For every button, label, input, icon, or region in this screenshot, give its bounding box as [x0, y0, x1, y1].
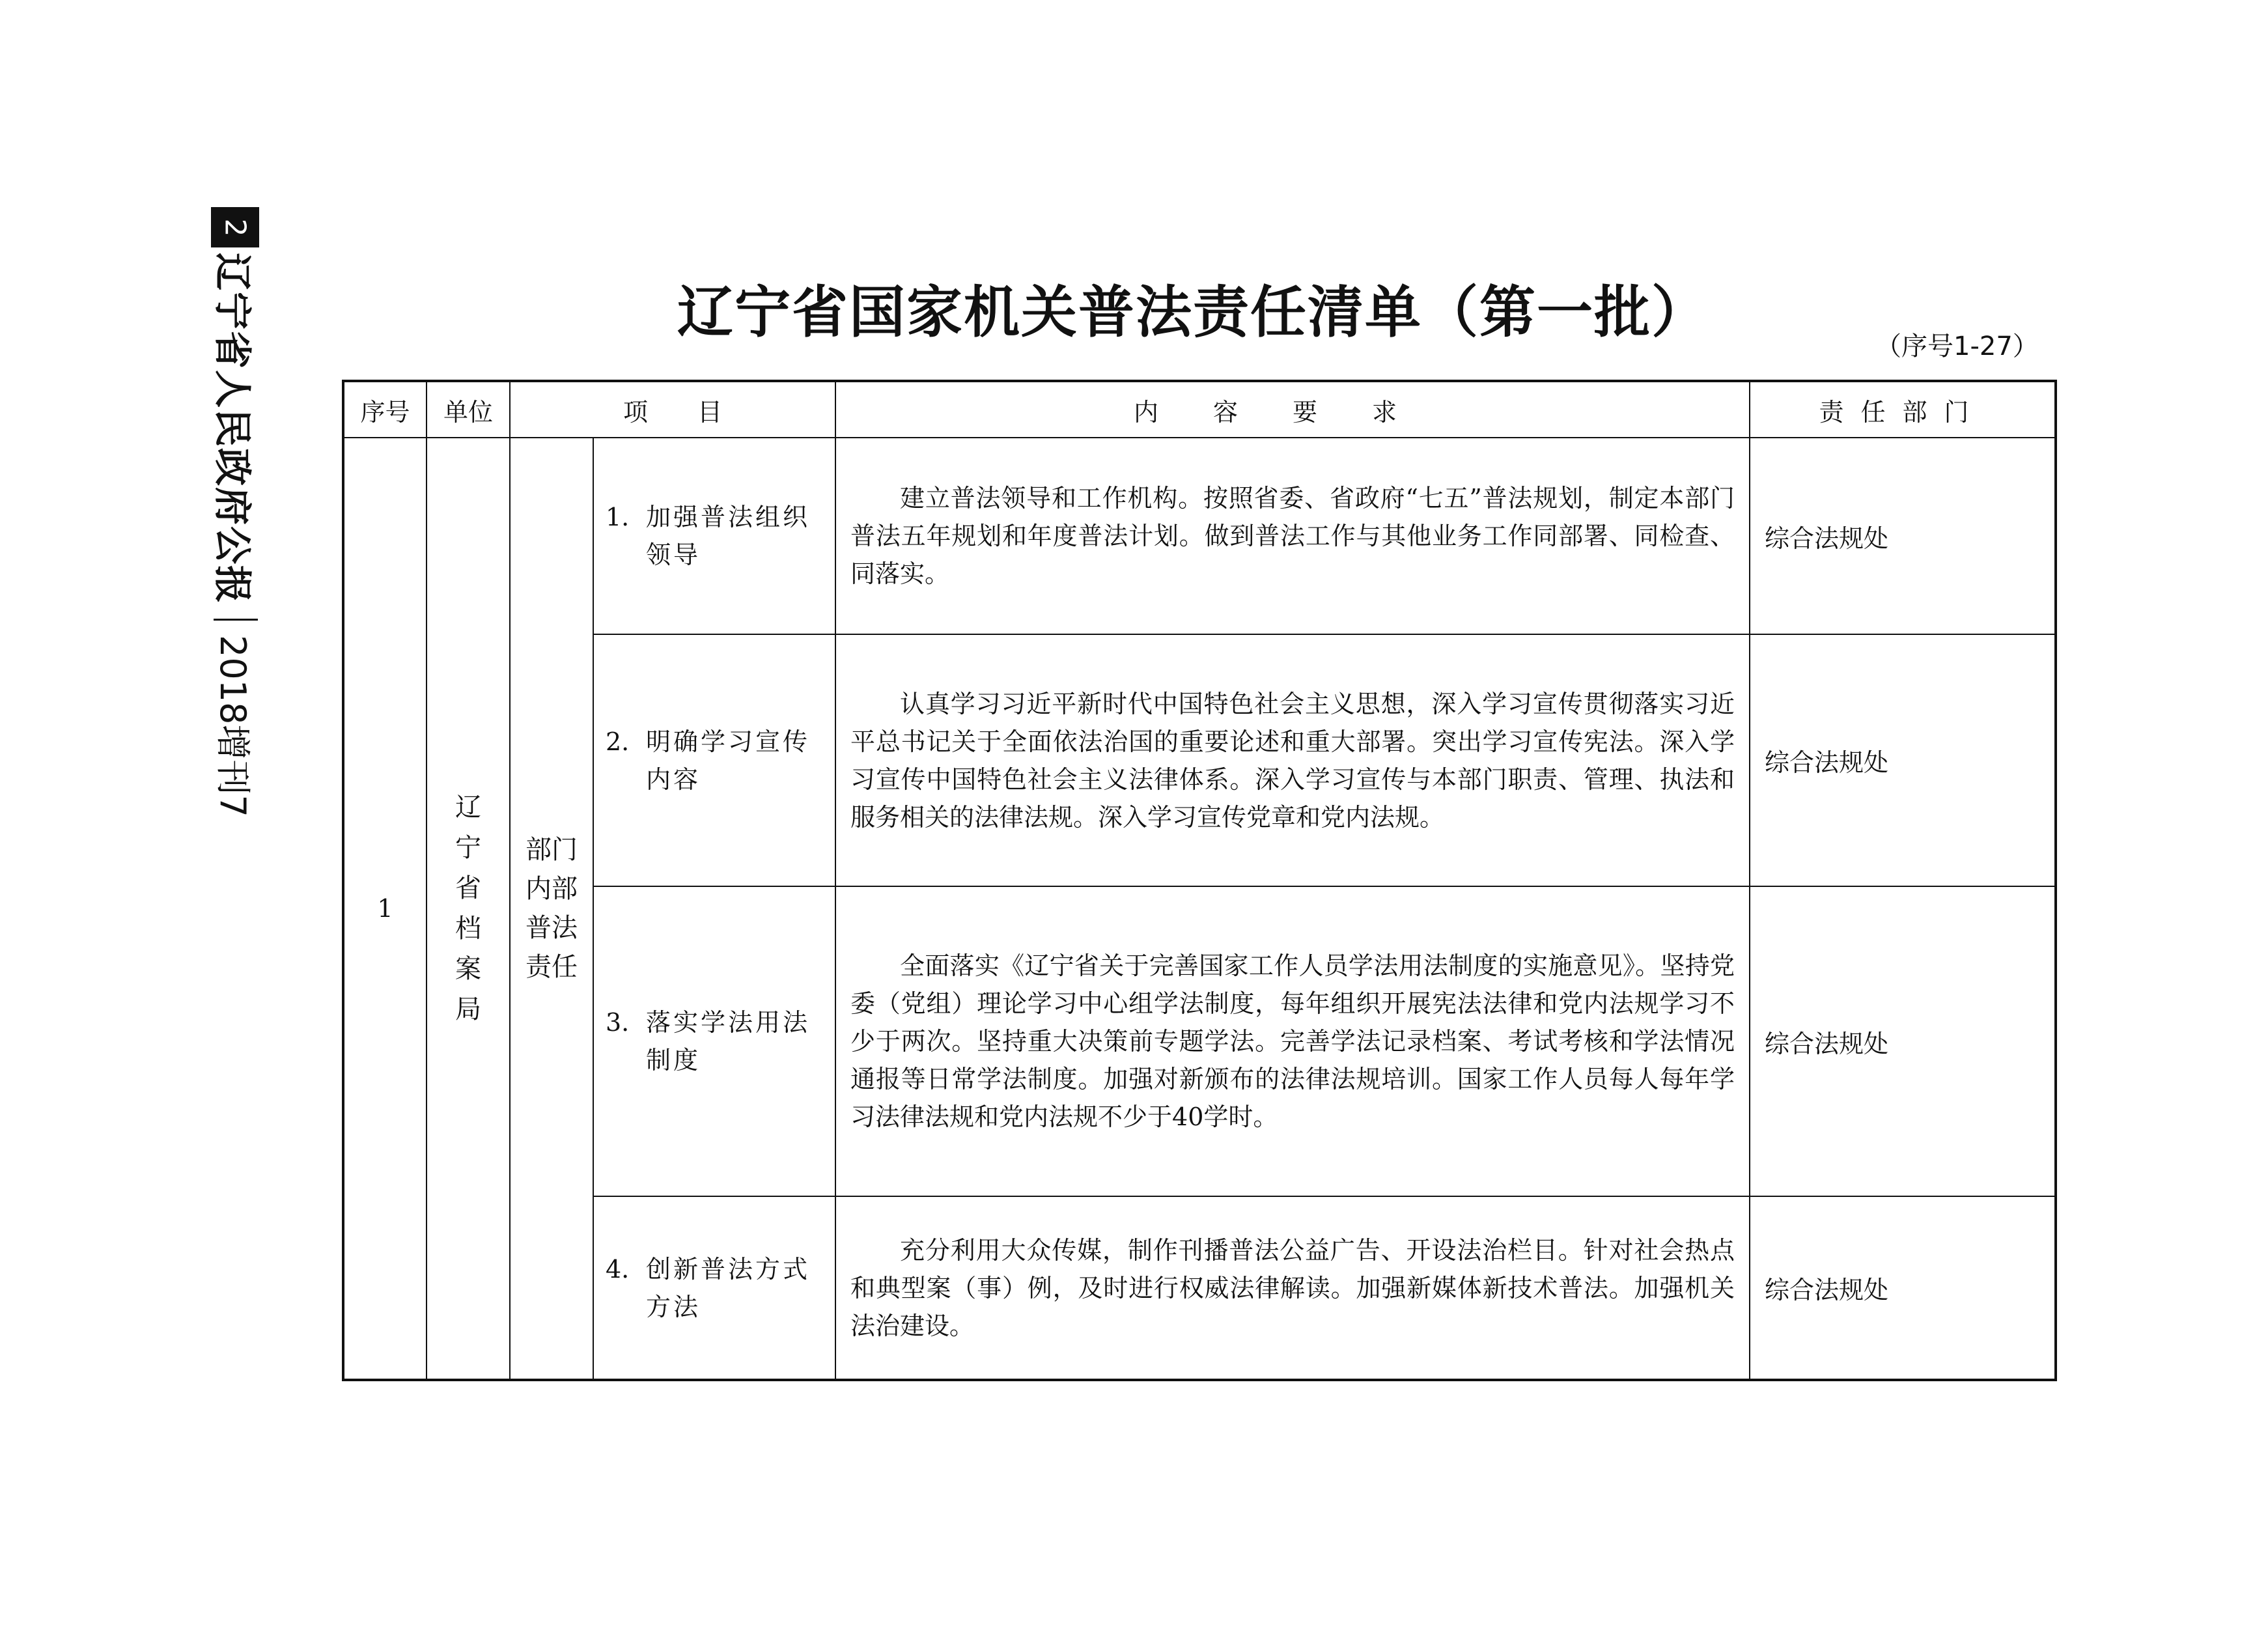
header-serial: 序号: [343, 381, 427, 438]
content-cell: [835, 886, 1750, 1196]
unit-char: 局: [455, 994, 481, 1024]
table-row: [343, 438, 2056, 634]
header-divider: [214, 619, 258, 621]
category-line: 普法: [525, 913, 578, 943]
item-number: 2.: [606, 727, 630, 756]
serial-range: （序号1-27）: [1875, 331, 2039, 361]
unit-char: 省: [455, 873, 481, 903]
item-number: 1.: [606, 503, 630, 531]
category-cell: [510, 438, 593, 1380]
document-title: 辽宁省国家机关普法责任清单（第一批）: [677, 279, 1709, 345]
unit-cell: [427, 438, 510, 1380]
unit-char: 档: [455, 914, 481, 944]
table-row: [343, 1196, 2056, 1380]
unit-char: 案: [455, 954, 481, 984]
header-project: 项 目: [510, 381, 835, 438]
header-dept: 责任部门: [1750, 381, 2056, 438]
page-number-badge: [211, 207, 259, 247]
issue-label: 2018增刊7: [212, 635, 254, 817]
dept-cell: [1750, 634, 2056, 886]
item-cell: [593, 1196, 835, 1380]
content-text: 认真学习习近平新时代中国特色社会主义思想，深入学习宣传贯彻落实习近平总书记关于全面依法治国的重要论述和重大部署。突出学习宣传宪法。深入学习宣传中国特色社会主义法律体系。深入学习宣传与本部门职责、管理、执法和服务相关的法律法规。深入学习宣传党章和党内法规。: [850, 689, 1735, 832]
journal-name: 辽宁省人民政府公报: [210, 253, 255, 605]
unit-char: 辽: [455, 793, 481, 822]
item-cell: [593, 634, 835, 886]
content-cell: [835, 634, 1750, 886]
header-unit: 单位: [427, 381, 510, 438]
category-line: 责任: [525, 952, 578, 982]
content-cell: [835, 1196, 1750, 1380]
table-row: [343, 634, 2056, 886]
dept-cell: [1750, 1196, 2056, 1380]
item-label: 加强普法组织领导: [646, 503, 811, 569]
content-text: 建立普法领导和工作机构。按照省委、省政府“七五”普法规划，制定本部门普法五年规划和年度普法计划。做到普法工作与其他业务工作同部署、同检查、同落实。: [850, 484, 1735, 588]
item-label: 落实学法用法制度: [646, 1008, 811, 1075]
dept-cell: [1750, 438, 2056, 634]
dept-text: 综合法规处: [1765, 748, 1889, 777]
responsibility-table: [342, 380, 2057, 1381]
dept-text: 综合法规处: [1765, 1029, 1889, 1058]
dept-text: 综合法规处: [1765, 524, 1889, 553]
item-cell: [593, 886, 835, 1196]
table-row: [343, 886, 2056, 1196]
header-content: 内容要求: [835, 381, 1750, 438]
item-number: 4.: [606, 1254, 630, 1284]
item-label: 明确学习宣传内容: [646, 727, 811, 794]
content-cell: [835, 438, 1750, 634]
item-cell: [593, 438, 835, 634]
dept-text: 综合法规处: [1765, 1276, 1889, 1304]
unit-char: 宁: [455, 833, 481, 863]
table-header-row: [343, 381, 2056, 438]
item-number: 3.: [606, 1008, 630, 1037]
category-line: 部门: [525, 835, 578, 865]
category-line: 内部: [525, 874, 578, 904]
dept-cell: [1750, 886, 2056, 1196]
page-number: 2: [218, 218, 252, 236]
content-text: 全面落实《辽宁省关于完善国家工作人员学法用法制度的实施意见》。坚持党委（党组）理论学习中心组学法制度，每年组织开展宪法法律和党内法规学习不少于两次。坚持重大决策前专题学法。完善学法记录档案、考试考核和学法情况通报等日常学法制度。加强对新颁布的法律法规培训。国家工作人员每人每年学习法律法规和党内法规不少于40学时。: [850, 951, 1735, 1131]
item-label: 创新普法方式方法: [646, 1254, 811, 1321]
serial-cell: 1: [343, 438, 427, 1380]
content-text: 充分利用大众传媒，制作刊播普法公益广告、开设法治栏目。针对社会热点和典型案（事）例，及时进行权威法律解读。加强新媒体新技术普法。加强机关法治建设。: [850, 1235, 1735, 1340]
